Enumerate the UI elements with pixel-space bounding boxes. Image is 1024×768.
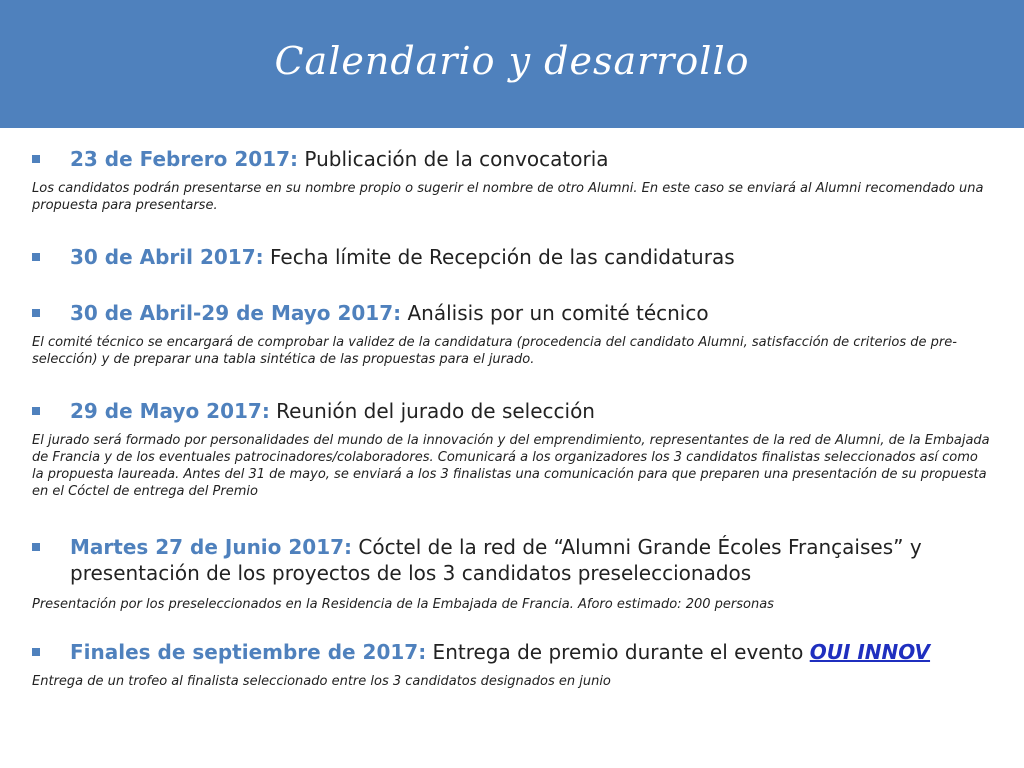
schedule-item-heading bbox=[32, 146, 992, 172]
oui-innov-link[interactable]: OUI INNOV bbox=[809, 640, 931, 664]
schedule-item bbox=[32, 300, 992, 368]
schedule-date: 29 de Mayo 2017: bbox=[70, 399, 270, 423]
square-bullet-icon bbox=[32, 309, 40, 317]
square-bullet-icon bbox=[32, 253, 40, 261]
schedule-item bbox=[32, 398, 992, 500]
schedule-note: Presentación por los preseleccionados en la Residencia de la Embajada de Francia. Aforo estimado: 200 personas bbox=[32, 597, 774, 612]
schedule-event: Publicación de la convocatoria bbox=[298, 147, 609, 171]
square-bullet-icon bbox=[32, 407, 40, 415]
schedule-date: Finales de septiembre de 2017: bbox=[70, 640, 427, 664]
schedule-item-heading bbox=[32, 398, 992, 424]
schedule-note: Entrega de un trofeo al finalista seleccionado entre los 3 candidatos designados en junio bbox=[32, 674, 611, 689]
schedule-list bbox=[32, 146, 992, 690]
schedule-date: 23 de Febrero 2017: bbox=[70, 147, 299, 171]
schedule-event: Cóctel de la red de “Alumni Grande Écoles Françaises” y presentación de los proyectos de los 3 candidatos preseleccionados bbox=[70, 535, 922, 585]
slide-title: Calendario y desarrollo bbox=[274, 39, 750, 83]
schedule-event: Fecha límite de Recepción de las candidaturas bbox=[263, 245, 735, 269]
schedule-item-heading bbox=[32, 639, 992, 665]
schedule-note: Los candidatos podrán presentarse en su nombre propio o sugerir el nombre de otro Alumni. En este caso se enviará al Alumni recomendado una propuesta para presentarse. bbox=[32, 181, 984, 213]
schedule-event: Reunión del jurado de selección bbox=[269, 399, 595, 423]
schedule-note: El comité técnico se encargará de comprobar la validez de la candidatura (procedencia del candidato Alumni, satisfacción de criterios de pre-selección) y de preparar una tabla sintética de las propuestas para el jurado. bbox=[32, 335, 957, 367]
schedule-item-heading bbox=[32, 244, 992, 270]
schedule-item bbox=[32, 146, 992, 214]
schedule-date: 30 de Abril-29 de Mayo 2017: bbox=[70, 301, 402, 325]
schedule-item bbox=[32, 534, 992, 613]
schedule-item bbox=[32, 244, 992, 270]
schedule-item-heading bbox=[32, 300, 992, 326]
schedule-note: El jurado será formado por personalidades del mundo de la innovación y del emprendimiento, representantes de la red de Alumni, de la Embajada de Francia y de los eventuales patrocinadores/colaboradores. Comunicará a los organizadores los 3 candidatos finalistas seleccionados así como la propuesta laureada. Antes del 31 de mayo, se enviará a los 3 finalistas una comunicación para que preparen una presentación de su propuesta en el Cóctel de entrega del Premio bbox=[32, 433, 990, 499]
square-bullet-icon bbox=[32, 543, 40, 551]
schedule-item-heading bbox=[32, 534, 992, 586]
schedule-item bbox=[32, 639, 992, 690]
schedule-date: 30 de Abril 2017: bbox=[70, 245, 264, 269]
schedule-event: Entrega de premio durante el evento bbox=[426, 640, 810, 664]
title-banner bbox=[0, 0, 1024, 128]
square-bullet-icon bbox=[32, 648, 40, 656]
schedule-date: Martes 27 de Junio 2017: bbox=[70, 535, 353, 559]
square-bullet-icon bbox=[32, 155, 40, 163]
schedule-event: Análisis por un comité técnico bbox=[401, 301, 709, 325]
